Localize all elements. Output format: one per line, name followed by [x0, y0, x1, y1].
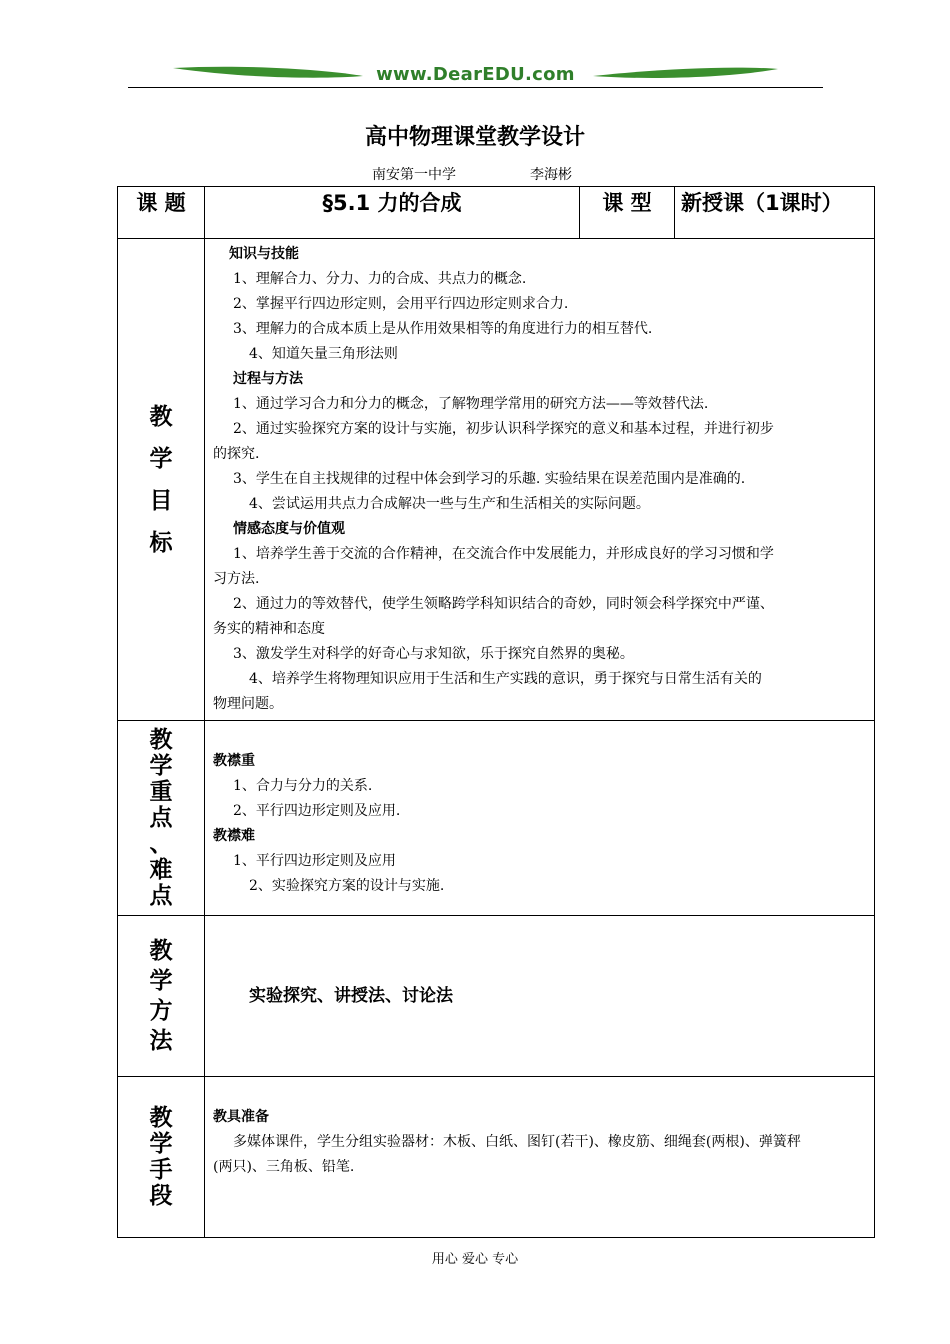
document-title: 高中物理课堂教学设计: [364, 125, 585, 150]
page-footer: 用心 爱心 专心: [431, 1252, 519, 1267]
section-heading: 过程与方法: [233, 371, 303, 387]
type-value: 新授课（1课时）: [675, 187, 875, 239]
method-content: [205, 916, 875, 1077]
goal-line: 4、尝试运用共点力合成解决一些与生产和生活相关的实际问题。: [249, 496, 650, 512]
key-point-line: 2、平行四边形定则及应用.: [233, 803, 401, 819]
difficulty-line: 2、实验探究方案的设计与实施.: [249, 878, 445, 894]
goal-line: 物理问题。: [213, 696, 283, 712]
key-points-heading: 教襟重: [213, 753, 255, 769]
lesson-plan-table: [117, 186, 875, 1238]
header-row: [118, 187, 875, 239]
goals-row: [118, 239, 875, 721]
goal-line: 习方法.: [213, 571, 260, 587]
goal-line: 3、学生在自主找规律的过程中体会到学习的乐趣. 实验结果在误差范围内是准确的.: [233, 471, 746, 487]
topic-label: 课 题: [118, 187, 205, 239]
school-name: 南安第一中学: [372, 167, 456, 183]
means-side-label: 教 学 手 段: [118, 1077, 205, 1238]
method-row: [118, 916, 875, 1077]
section-heading: 知识与技能: [229, 246, 299, 262]
goal-line: 1、通过学习合力和分力的概念，了解物理学常用的研究方法——等效替代法.: [233, 396, 709, 412]
goal-line: 2、通过实验探究方案的设计与实施，初步认识科学探究的意义和基本过程，并进行初步: [233, 421, 774, 437]
goal-line: 的探究.: [213, 446, 260, 462]
means-line: (两只)、三角板、铅笔.: [213, 1159, 355, 1175]
means-line: 多媒体课件，学生分组实验器材：木板、白纸、图钉(若干)、橡皮筋、细绳套(两根)、弹簧秤: [233, 1134, 801, 1150]
means-row: [118, 1077, 875, 1238]
keys-row: [118, 721, 875, 916]
keys-content: [205, 721, 875, 916]
header-banner-text: www.DearEDU.com: [376, 64, 575, 85]
goal-line: 2、通过力的等效替代，使学生领略跨学科知识结合的奇妙，同时领会科学探究中严谨、: [233, 596, 774, 612]
means-content: [205, 1077, 875, 1238]
header-rule: [128, 87, 823, 88]
goal-line: 1、理解合力、分力、力的合成、共点力的概念.: [233, 271, 527, 287]
means-heading: 教具准备: [213, 1109, 269, 1125]
goal-line: 务实的精神和态度: [213, 621, 325, 637]
method-side-label: 教 学 方 法: [118, 916, 205, 1077]
difficulty-heading: 教襟难: [213, 828, 255, 844]
goal-line: 1、培养学生善于交流的合作精神，在交流合作中发展能力，并形成良好的学习习惯和学: [233, 546, 774, 562]
author-name: 李海彬: [530, 167, 572, 183]
goals-content: [205, 239, 875, 721]
goal-line: 2、掌握平行四边形定则，会用平行四边形定则求合力.: [233, 296, 569, 312]
goal-line: 3、激发学生对科学的好奇心与求知欲，乐于探究自然界的奥秘。: [233, 646, 634, 662]
key-point-line: 1、合力与分力的关系.: [233, 778, 373, 794]
method-text: 实验探究、讲授法、讨论法: [249, 985, 453, 1006]
keys-side-label: 教 学 重 点 、 难 点: [118, 721, 205, 916]
goal-line: 4、知道矢量三角形法则: [249, 346, 398, 362]
goal-line: 3、理解力的合成本质上是从作用效果相等的角度进行力的相互替代.: [233, 321, 653, 337]
difficulty-line: 1、平行四边形定则及应用: [233, 853, 396, 869]
section-heading: 情感态度与价值观: [233, 521, 345, 537]
topic-value: §5.1 力的合成: [205, 187, 580, 239]
goals-side-label: 教 学 目 标: [118, 239, 205, 721]
goal-line: 4、培养学生将物理知识应用于生活和生产实践的意识，勇于探究与日常生活有关的: [249, 671, 762, 687]
type-label: 课 型: [580, 187, 675, 239]
